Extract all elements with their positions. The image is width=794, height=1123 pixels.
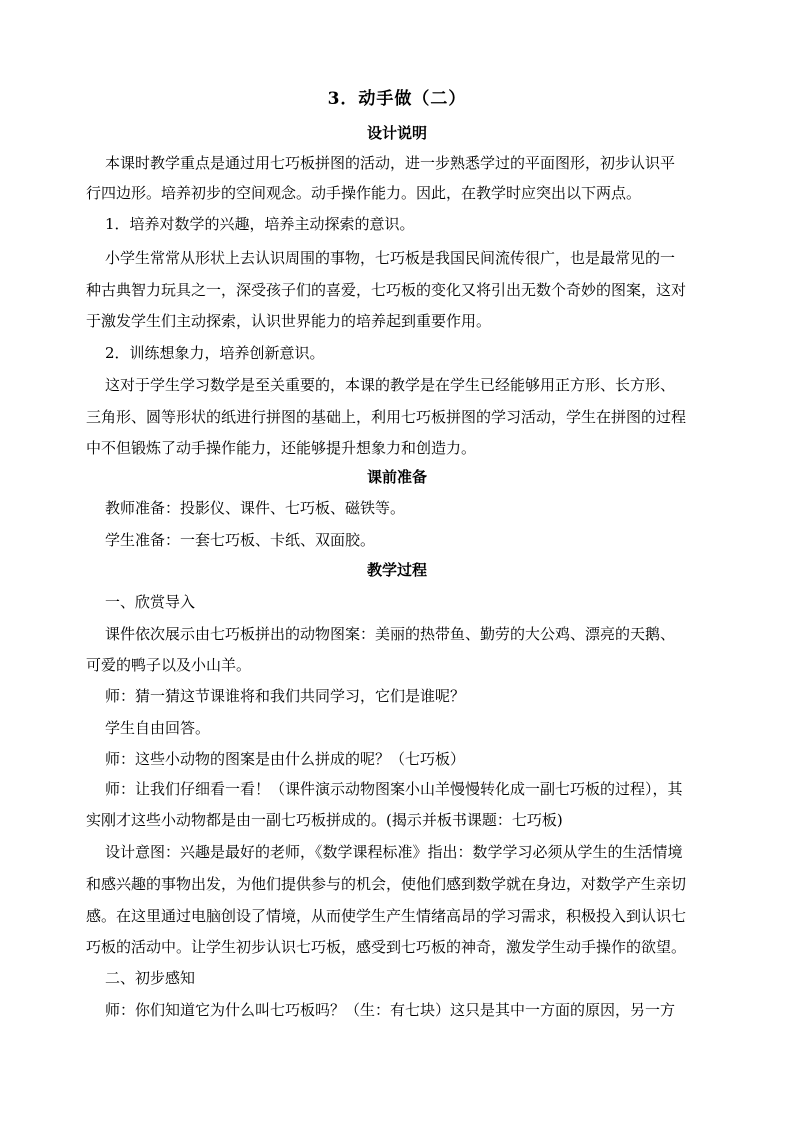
- paragraph-line: 小学生常常从形状上去认识周围的事物，七巧板是我国民间流传很广，也是最常见的一: [105, 249, 676, 267]
- numbered-point: 2．训练想象力，培养创新意识。: [105, 344, 325, 362]
- paragraph-line: 师：猜一猜这节课谁将和我们共同学习，它们是谁呢？: [105, 687, 466, 705]
- numbered-point: 1．培养对数学的兴趣，培养主动探索的意识。: [105, 215, 415, 233]
- paragraph-line: 学生自由回答。: [105, 719, 211, 737]
- paragraph-line: 三角形、圆等形状的纸进行拼图的基础上，利用七巧板拼图的学习活动，学生在拼图的过程: [86, 408, 687, 426]
- subsection-heading: 一、欣赏导入: [105, 593, 196, 611]
- paragraph-line: 师：你们知道它为什么叫七巧板吗？（生：有七块）这只是其中一方面的原因，另一方: [105, 1001, 676, 1019]
- paragraph-line: 种古典智力玩具之一，深受孩子们的喜爱，七巧板的变化又将引出无数个奇妙的图案，这对: [86, 281, 687, 299]
- paragraph-line: 师：这些小动物的图案是由什么拼成的呢？（七巧板）: [105, 750, 466, 768]
- section-heading-prep: 课前准备: [366, 468, 427, 486]
- section-heading-design: 设计说明: [366, 124, 427, 142]
- section-heading-process: 教学过程: [366, 561, 427, 579]
- paragraph-line: 本课时教学重点是通过用七巧板拼图的活动，进一步熟悉学过的平面图形，初步认识平: [105, 154, 676, 172]
- paragraph-line: 可爱的鸭子以及小山羊。: [86, 656, 252, 674]
- paragraph-line: 中不但锻炼了动手操作能力，还能够提升想象力和创造力。: [86, 439, 477, 457]
- paragraph-line: 学生准备：一套七巧板、卡纸、双面胶。: [105, 531, 376, 549]
- paragraph-line: 课件依次展示由七巧板拼出的动物图案：美丽的热带鱼、勤劳的大公鸡、漂亮的天鹅、: [105, 625, 676, 643]
- paragraph-line: 和感兴趣的事物出发，为他们提供参与的机会，使他们感到数学就在身边，对数学产生亲切: [86, 875, 687, 893]
- paragraph-line: 巧板的活动中。让学生初步认识七巧板，感受到七巧板的神奇，激发学生动手操作的欲望。: [86, 938, 687, 956]
- paragraph-line: 这对于学生学习数学是至关重要的，本课的教学是在学生已经能够用正方形、长方形、: [105, 376, 676, 394]
- paragraph-line: 设计意图：兴趣是最好的老师，《数学课程标准》指出：数学学习必须从学生的生活情境: [105, 843, 683, 861]
- paragraph-line: 教师准备：投影仪、课件、七巧板、磁铁等。: [105, 499, 406, 517]
- document-title: 3．动手做（二）: [327, 89, 467, 109]
- paragraph-line: 师：让我们仔细看一看！（课件演示动物图案小山羊慢慢转化成一副七巧板的过程），其: [105, 780, 683, 798]
- paragraph-line: 感。在这里通过电脑创设了情境，从而使学生产生情绪高昂的学习需求，积极投入到认识七: [86, 907, 687, 925]
- subsection-heading: 二、初步感知: [105, 969, 196, 987]
- paragraph-line: 行四边形。培养初步的空间观念。动手操作能力。因此，在教学时应突出以下两点。: [86, 184, 642, 202]
- paragraph-line: 于激发学生们主动探索，认识世界能力的培养起到重要作用。: [86, 312, 492, 330]
- paragraph-line: 实刚才这些小动物都是由一副七巧板拼成的。(揭示并板书课题：七巧板): [86, 811, 563, 829]
